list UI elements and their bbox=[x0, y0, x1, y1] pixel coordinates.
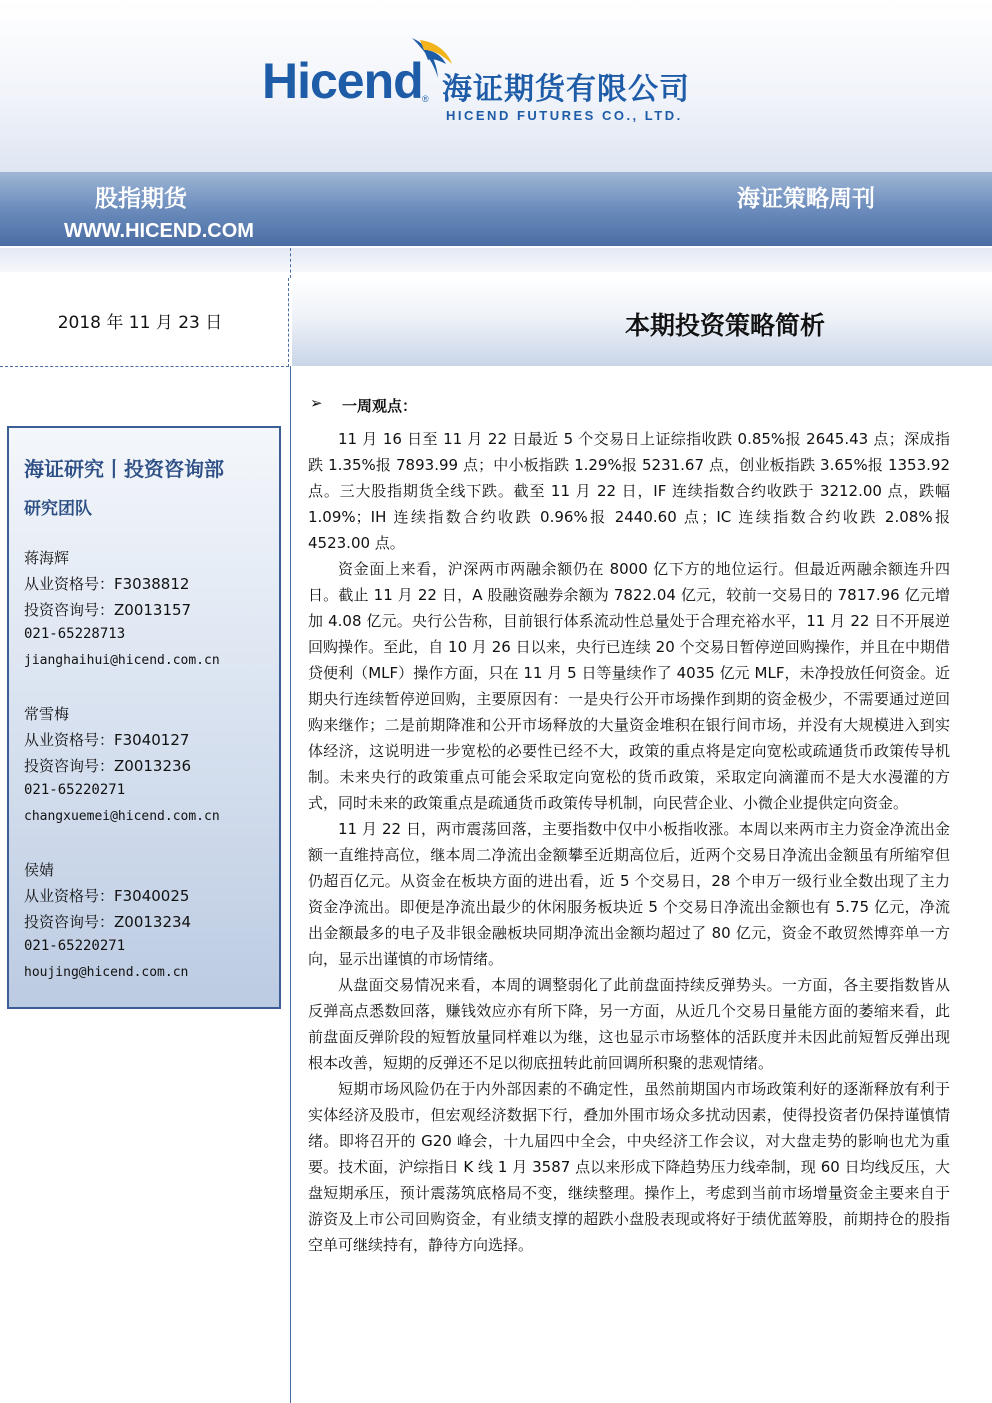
team-label: 研究团队 bbox=[24, 499, 92, 519]
analyst-qualification: 从业资格号：F3038812 bbox=[24, 575, 190, 593]
analyst-phone: 021-65220271 bbox=[24, 782, 126, 798]
section-heading-label: 一周观点： bbox=[342, 397, 418, 415]
analyst-consult-number: 投资咨询号：Z0013234 bbox=[24, 913, 192, 931]
arrow-bullet-icon: ➢ bbox=[310, 394, 323, 412]
analyst-name: 蒋海辉 bbox=[24, 549, 70, 567]
analyst-email[interactable]: jianghaihui@hicend.com.cn bbox=[24, 653, 220, 668]
publication-name: 海证策略周刊 bbox=[737, 186, 875, 212]
column-divider-top bbox=[290, 248, 291, 278]
analyst-phone: 021-65220271 bbox=[24, 938, 126, 954]
header-shadow bbox=[0, 248, 992, 272]
company-name-en: HICEND FUTURES CO., LTD. bbox=[446, 108, 683, 123]
analyst-email[interactable]: houjing@hicend.com.cn bbox=[24, 965, 189, 980]
paragraph: 从盘面交易情况来看，本周的调整弱化了此前盘面持续反弹势头。一方面，各主要指数皆从反弹高点悉数回落，赚钱效应亦有所下降，另一方面，从近几个交易日量能方面的萎缩来看，此前盘面反弹阶段的短暂放量同样难以为继，这也显示市场整体的活跃度并未因此前短暂反弹出现根本改善，短期的反弹还不足以彻底扭转此前回调所积聚的悲观情绪。 bbox=[308, 976, 950, 1072]
analyst-qualification: 从业资格号：F3040127 bbox=[24, 731, 190, 749]
paragraph: 11 月 16 日至 11 月 22 日最近 5 个交易日上证综指收跌 0.85%报 2645.43 点；深成指跌 1.35%报 7893.99 点；中小板指跌 1.29%报 5231.67 点，创业板指跌 3.65%报 1353.92 点。三大股指期货全线下跌。截至 11 月 22 日，IF 连续指数合约收跌于 3212.00 点，跌幅 1.09%；IH 连续指数合约收跌 0.96%报 2440.60 点；IC 连续指数合约收跌 2.08%报 4523.00 点。 bbox=[308, 430, 950, 552]
website-link[interactable]: WWW.HICEND.COM bbox=[64, 220, 254, 242]
logo-wordmark: Hicend bbox=[262, 53, 423, 109]
company-logo bbox=[262, 34, 732, 134]
article-body bbox=[308, 426, 950, 1258]
report-category: 股指期货 bbox=[95, 186, 187, 212]
paragraph: 11 月 22 日，两市震荡回落，主要指数中仅中小板指收涨。本周以来两市主力资金净流出金额一直维持高位，继本周二净流出金额攀至近期高位后，近两个交易日净流出金额虽有所缩窄但仍超百亿元。从资金在板块方面的进出看，近 5 个交易日，28 个申万一级行业全数出现了主力资金净流出。即便是净流出最少的休闲服务板块近 5 个交易日净流出金额也有 5.75 亿元，净流出金额最多的电子及非银金融板块同期净流出金额均超过了 80 亿元，资金不敢贸然博弈单一方向，显示出谨慎的市场情绪。 bbox=[308, 820, 950, 968]
report-title: 本期投资策略简析 bbox=[624, 311, 825, 340]
analyst-email[interactable]: changxuemei@hicend.com.cn bbox=[24, 809, 220, 824]
report-date: 2018 年 11 月 23 日 bbox=[57, 313, 223, 333]
registered-mark: ® bbox=[422, 94, 429, 104]
analyst-consult-number: 投资咨询号：Z0013236 bbox=[24, 757, 192, 775]
analyst-qualification: 从业资格号：F3040025 bbox=[24, 887, 190, 905]
analyst-name: 侯婧 bbox=[24, 861, 55, 879]
column-divider bbox=[290, 366, 291, 1403]
paragraph: 短期市场风险仍在于内外部因素的不确定性，虽然前期国内市场政策利好的逐渐释放有利于实体经济及股市，但宏观经济数据下行，叠加外围市场众多扰动因素，使得投资者仍保持谨慎情绪。即将召开的 G20 峰会，十九届四中全会，中央经济工作会议，对大盘走势的影响也尤为重要。技术面，沪综指日 K 线 1 月 3587 点以来形成下降趋势压力线牵制，现 60 日均线反压，大盘短期承压，预计震荡筑底格局不变，继续整理。操作上，考虑到当前市场增量资金主要来自于游资及上市公司回购资金，有业绩支撑的超跌小盘股表现或将好于绩优蓝筹股，前期持仓的股指空单可继续持有，静待方向选择。 bbox=[308, 1080, 950, 1254]
analyst-consult-number: 投资咨询号：Z0013157 bbox=[24, 601, 192, 619]
analyst-phone: 021-65228713 bbox=[24, 626, 126, 642]
analyst-name: 常雪梅 bbox=[24, 705, 70, 723]
department-name: 海证研究丨投资咨询部 bbox=[24, 457, 224, 481]
paragraph: 资金面上来看，沪深两市两融余额仍在 8000 亿下方的地位运行。但最近两融余额连升四日。截止 11 月 22 日，A 股融资融券余额为 7822.04 亿元，较前一交易日的 7817.96 亿元增加 4.08 亿元。央行公告称，目前银行体系流动性总量处于合理充裕水平，11 月 22 日不开展逆回购操作。至此，自 10 月 26 日以来，央行已连续 20 个交易日暂停逆回购操作，并且在中期借贷便利（MLF）操作方面，只在 11 月 5 日等量续作了 4035 亿元 MLF，未净投放任何资金。近期央行连续暂停逆回购，主要原因有：一是央行公开市场操作到期的资金极少，不需要通过逆回购来继作；二是前期降准和公开市场释放的大量资金堆积在银行间市场，并没有大规模进入到实体经济，这说明进一步宽松的必要性已经不大，政策的重点将是定向宽松或疏通货币政策传导机制。未来央行的政策重点可能会采取定向宽松的货币政策，采取定向滴灌而不是大水漫灌的方式，同时未来的政策重点是疏通货币政策传导机制，向民营企业、小微企业提供定向资金。 bbox=[308, 560, 950, 812]
company-name-cn: 海证期货有限公司 bbox=[442, 72, 690, 107]
